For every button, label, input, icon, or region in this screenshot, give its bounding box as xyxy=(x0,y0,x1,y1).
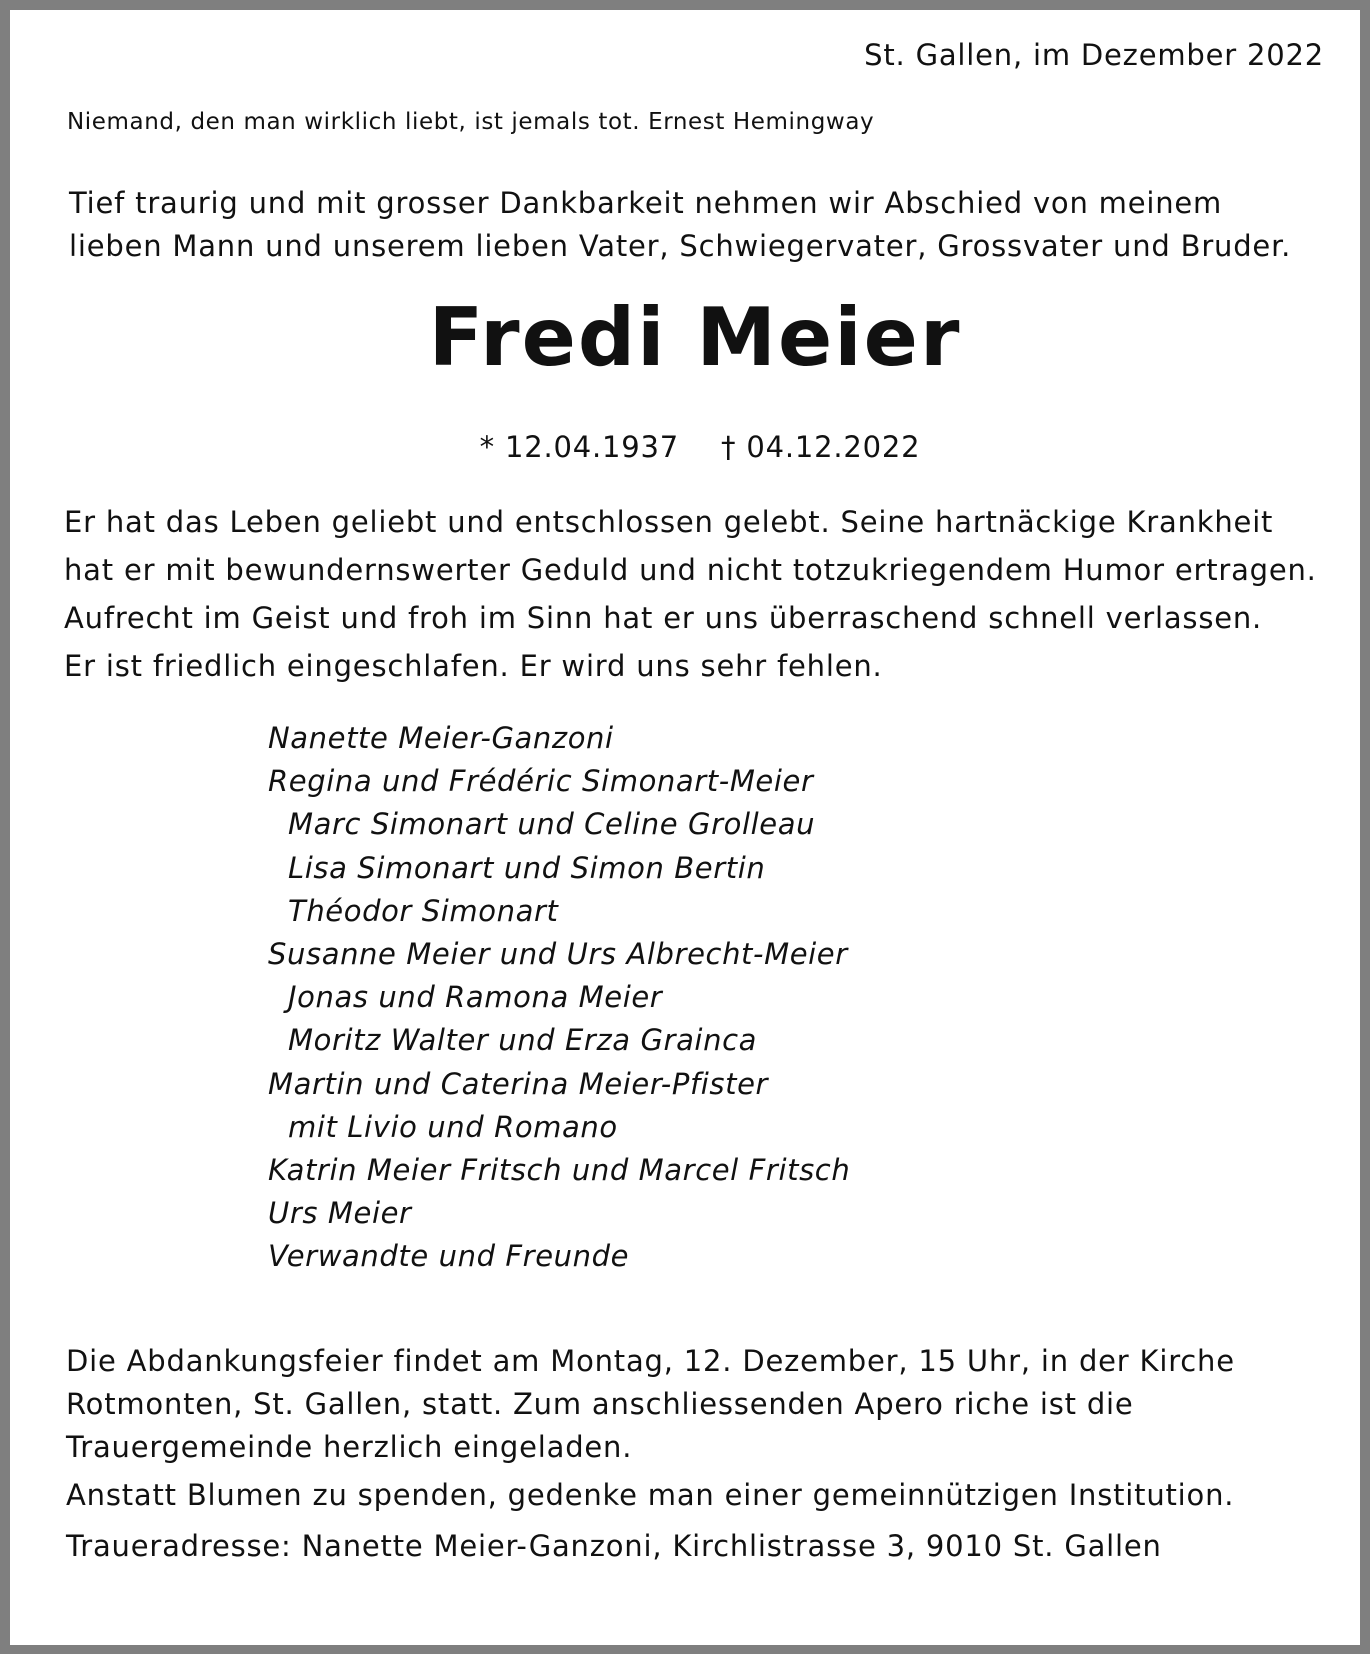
tribute-line: Er ist friedlich eingeschlafen. Er wird uns sehr fehlen. xyxy=(64,649,883,683)
mourner-entry: Marc Simonart und Celine Grolleau xyxy=(288,807,816,842)
intro-line: lieben Mann und unserem lieben Vater, Schwiegervater, Grossvater und Bruder. xyxy=(69,229,1292,263)
place-date: St. Gallen, im Dezember 2022 xyxy=(864,38,1324,72)
mourner-entry: Jonas und Ramona Meier xyxy=(288,980,663,1015)
mourner-entry: Katrin Meier Fritsch und Marcel Fritsch xyxy=(268,1153,851,1188)
intro-line: Tief traurig und mit grosser Dankbarkeit nehmen wir Abschied von meinem xyxy=(69,186,1223,220)
service-line: Trauergemeinde herzlich eingeladen. xyxy=(66,1430,633,1464)
mourning-address: Traueradresse: Nanette Meier-Ganzoni, Kirchlistrasse 3, 9010 St. Gallen xyxy=(66,1529,1162,1563)
obituary-page xyxy=(10,10,1360,1645)
death-date: † 04.12.2022 xyxy=(721,430,921,464)
mourner-entry: Lisa Simonart und Simon Bertin xyxy=(288,850,766,885)
birth-date: * 12.04.1937 xyxy=(479,430,679,464)
life-dates xyxy=(10,430,1370,464)
mourner-entry: Moritz Walter und Erza Grainca xyxy=(288,1023,757,1058)
mourner-entry: Martin und Caterina Meier-Pfister xyxy=(268,1066,769,1101)
mourner-entry: Susanne Meier und Urs Albrecht-Meier xyxy=(268,937,848,972)
tribute-line: Er hat das Leben geliebt und entschlossen gelebt. Seine hartnäckige Krankheit xyxy=(64,505,1274,539)
service-info xyxy=(66,1340,1235,1469)
tribute-line: Aufrecht im Geist und froh im Sinn hat er uns überraschend schnell verlassen. xyxy=(64,601,1263,635)
donation-note: Anstatt Blumen zu spenden, gedenke man einer gemeinnützigen Institution. xyxy=(66,1478,1235,1512)
mourner-entry: Théodor Simonart xyxy=(288,893,559,928)
tribute-line: hat er mit bewundernswerter Geduld und nicht totzukriegendem Humor ertragen. xyxy=(64,553,1317,587)
service-line: Rotmonten, St. Gallen, statt. Zum anschliessenden Apero riche ist die xyxy=(66,1387,1134,1421)
intro-text xyxy=(69,182,1291,268)
hemingway-quote: Niemand, den man wirklich liebt, ist jemals tot. Ernest Hemingway xyxy=(67,109,875,135)
service-line: Die Abdankungsfeier findet am Montag, 12. Dezember, 15 Uhr, in der Kirche xyxy=(66,1344,1235,1378)
tribute-text xyxy=(64,498,1317,690)
deceased-name: Fredi Meier xyxy=(428,291,962,384)
mourner-entry: Verwandte und Freunde xyxy=(268,1239,630,1274)
mourners-list xyxy=(268,717,850,1279)
mourner-entry: Nanette Meier-Ganzoni xyxy=(268,721,614,755)
mourner-entry: mit Livio und Romano xyxy=(288,1109,618,1144)
mourner-entry: Regina und Frédéric Simonart-Meier xyxy=(268,764,814,799)
mourner-entry: Urs Meier xyxy=(268,1196,412,1231)
